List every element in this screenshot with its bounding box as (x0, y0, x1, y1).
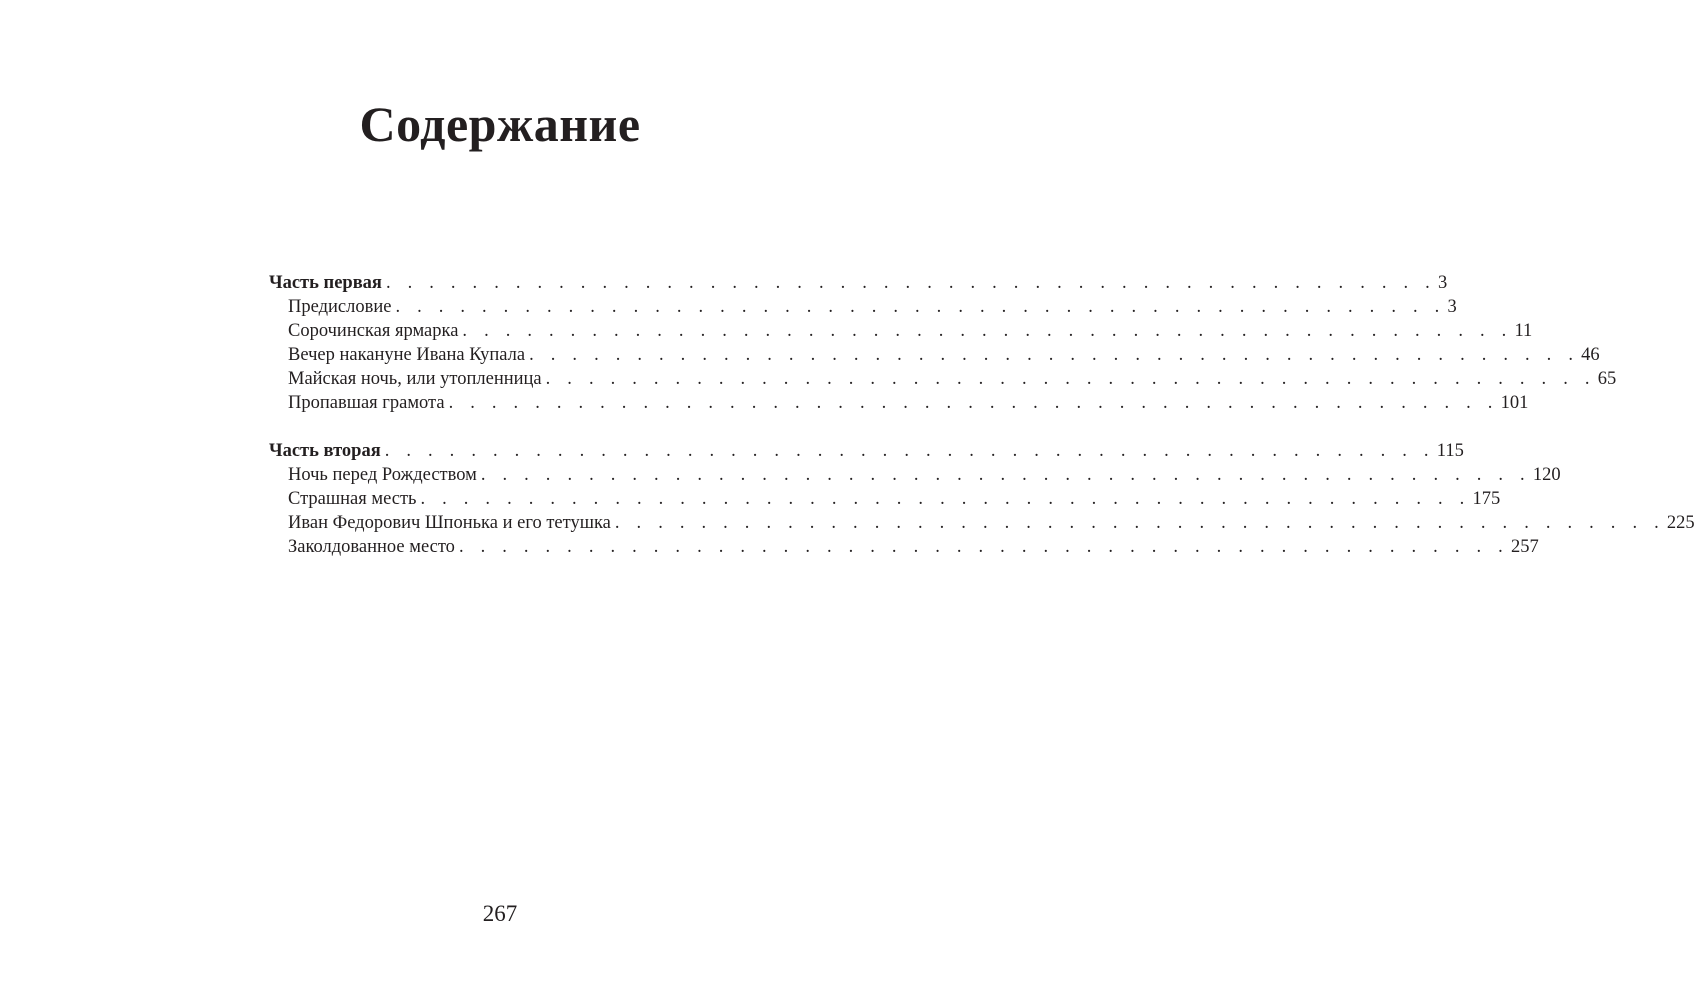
toc-part-2 (269, 439, 1695, 559)
toc-part-heading (269, 439, 1464, 463)
toc-entry-label: Страшная месть (288, 489, 417, 509)
table-of-contents (269, 271, 1695, 583)
toc-entry (269, 463, 1561, 487)
page-number: 267 (482, 901, 518, 926)
dot-leader: . . . . . . . . . . . . . . . . . . . . . . . . . . . . . . . . . . . . . . . . . . . . . . . . . (480, 465, 1531, 485)
toc-page-number: 120 (1532, 465, 1561, 485)
dot-leader: . . . . . . . . . . . . . . . . . . . . . . . . . . . . . . . . . . . . . . . . . . . . . . . . . (529, 345, 1580, 365)
toc-entry-label: Вечер накануне Ивана Купала (288, 345, 526, 365)
dot-leader: . . . . . . . . . . . . . . . . . . . . . . . . . . . . . . . . . . . . . . . . . . . . . . . . . (448, 393, 1499, 413)
toc-entry (269, 511, 1695, 535)
toc-entry (269, 319, 1533, 343)
page-title: Содержание (359, 96, 641, 152)
toc-entry (269, 343, 1600, 367)
toc-page-number: 11 (1514, 321, 1533, 341)
toc-entry-label: Заколдованное место (288, 537, 455, 557)
dot-leader: . . . . . . . . . . . . . . . . . . . . . . . . . . . . . . . . . . . . . . . . . . . . . . . . . (462, 321, 1513, 341)
toc-part-label: Часть вторая (269, 441, 381, 461)
toc-part-label: Часть первая (269, 273, 382, 293)
toc-entry (269, 391, 1529, 415)
toc-page-number: 46 (1581, 345, 1600, 365)
dot-leader: . . . . . . . . . . . . . . . . . . . . . . . . . . . . . . . . . . . . . . . . . . . . . . . . . (458, 537, 1509, 557)
toc-entry-label: Сорочинская ярмарка (288, 321, 459, 341)
toc-part-1 (269, 271, 1617, 415)
toc-entry-label: Пропавшая грамота (288, 393, 445, 413)
toc-entry-label: Ночь перед Рождеством (288, 465, 477, 485)
toc-page-number: 175 (1472, 489, 1501, 509)
toc-page-number: 3 (1437, 273, 1448, 293)
toc-entry (269, 535, 1539, 559)
toc-page-number: 115 (1436, 441, 1464, 461)
toc-page-number: 225 (1666, 513, 1695, 533)
dot-leader: . . . . . . . . . . . . . . . . . . . . . . . . . . . . . . . . . . . . . . . . . . . . . . . . . (395, 297, 1446, 317)
toc-page-number: 65 (1597, 369, 1617, 389)
dot-leader: . . . . . . . . . . . . . . . . . . . . . . . . . . . . . . . . . . . . . . . . . . . . . . . . . (384, 441, 1435, 461)
toc-page-number: 3 (1447, 297, 1457, 317)
toc-entry (269, 295, 1457, 319)
toc-entry-label: Иван Федорович Шпонька и его тетушка (288, 513, 611, 533)
dot-leader: . . . . . . . . . . . . . . . . . . . . . . . . . . . . . . . . . . . . . . . . . . . . . . . . . (385, 273, 1436, 293)
dot-leader: . . . . . . . . . . . . . . . . . . . . . . . . . . . . . . . . . . . . . . . . . . . . . . . . . (614, 513, 1665, 533)
toc-page-number: 257 (1510, 537, 1539, 557)
toc-entry-label: Майская ночь, или утопленница (288, 369, 542, 389)
toc-entry (269, 367, 1617, 391)
dot-leader: . . . . . . . . . . . . . . . . . . . . . . . . . . . . . . . . . . . . . . . . . . . . . . . . . (545, 369, 1596, 389)
toc-page-number: 101 (1500, 393, 1529, 413)
toc-entry-label: Предисловие (288, 297, 392, 317)
toc-entry (269, 487, 1501, 511)
toc-part-heading (269, 271, 1448, 295)
dot-leader: . . . . . . . . . . . . . . . . . . . . . . . . . . . . . . . . . . . . . . . . . . . . . . . . . (420, 489, 1471, 509)
